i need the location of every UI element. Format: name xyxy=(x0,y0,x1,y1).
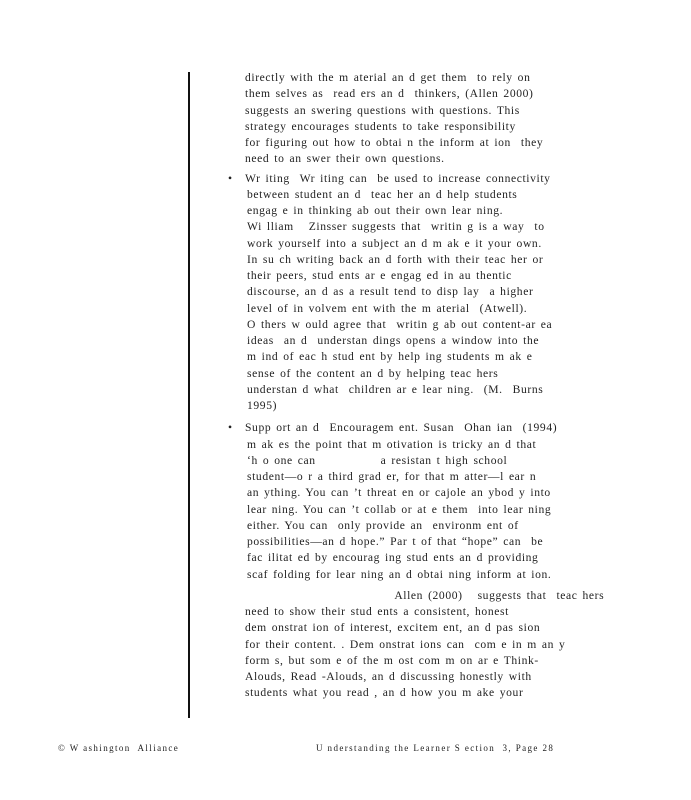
text-line: Supp ort an d Encouragem ent. Susan Ohan ian (1994) xyxy=(245,421,558,435)
paragraph-allen xyxy=(228,588,605,702)
text-line: engag e in thinking ab out their own lear ning. xyxy=(247,204,504,217)
text-line: suggests an swering questions with questions. This xyxy=(245,103,520,117)
text-line: dem onstrat ion of interest, excitem ent, an d pas sion xyxy=(245,621,541,635)
text-line: ideas an d understan dings opens a window into the xyxy=(247,334,540,347)
text-line: strategy encourages students to take responsibility xyxy=(245,119,516,133)
text-line: level of in volvem ent with the m aterial (Atwell). xyxy=(247,301,528,315)
text-line: Wi lliam Zinsser suggests that writin g is a way to xyxy=(247,220,545,234)
text-line: need to show their stud ents a consistent, honest xyxy=(245,605,509,618)
text-line: Allen (2000) suggests that teac hers xyxy=(245,588,605,602)
text-line: scaf folding for lear ning an d obtai ning inform at ion. xyxy=(247,567,552,581)
text-line: for their content. . Dem onstrat ions can com e in m an y xyxy=(245,637,566,651)
continuation-text xyxy=(228,70,544,168)
text-line: 1995) xyxy=(247,399,278,412)
footer-page-label: U nderstanding the Learner S ection 3, Page 28 xyxy=(316,743,555,753)
text-line: Alouds, Read -Alouds, an d discussing honestly with xyxy=(245,670,532,683)
bullet-icon: • xyxy=(228,421,233,435)
bullet-item-support xyxy=(228,420,558,583)
text-line: possibilities—an d hope.” Par t of that “hope” can be xyxy=(247,535,544,548)
text-line: Wr iting Wr iting can be used to increase connectivity xyxy=(245,171,551,185)
text-line: m ak es the point that m otivation is tricky an d that xyxy=(247,437,537,451)
bullet-text xyxy=(228,420,558,583)
text-line: directly with the m aterial an d get them to rely on xyxy=(245,71,531,84)
bullet-text xyxy=(228,171,553,415)
text-line: understan d what children ar e lear ning. (M. Burns xyxy=(247,382,544,396)
text-line: sense of the content an d by helping teac hers xyxy=(247,366,499,380)
bullet-item-writing xyxy=(228,171,553,415)
text-line: In su ch writing back an d forth with their teac her or xyxy=(247,252,544,266)
text-line: m ind of eac h stud ent by help ing students m ak e xyxy=(247,350,533,364)
text-line: between student an d teac her an d help students xyxy=(247,187,518,201)
margin-rule xyxy=(188,72,190,718)
text-line: form s, but som e of the m ost com m on ar e Think- xyxy=(245,653,539,667)
text-line: an ything. You can ’t threat en or cajole an ybod y into xyxy=(247,486,551,500)
text-line: need to an swer their own questions. xyxy=(245,152,445,166)
bullet-icon: • xyxy=(228,171,233,185)
text-line: fac ilitat ed by encourag ing stud ents an d providing xyxy=(247,551,539,565)
text-line: either. You can only provide an environm ent of xyxy=(247,518,519,532)
text-line: their peers, stud ents ar e engag ed in au thentic xyxy=(247,269,512,282)
text-line: students what you read , an d how you m ake your xyxy=(245,686,524,700)
text-line: ‘h o one can a resistan t high school xyxy=(247,453,508,467)
text-line: discourse, an d as a result tend to disp lay a higher xyxy=(247,285,534,299)
footer-copyright: © W ashington Alliance xyxy=(58,743,180,753)
text-line: student—o r a third grad er, for that m atter—l ear n xyxy=(247,470,537,483)
text-line: O thers w ould agree that writin g ab out content-ar ea xyxy=(247,317,553,331)
text-line: for figuring out how to obtai n the inform at ion they xyxy=(245,136,544,149)
text-line: work yourself into a subject an d m ak e it your own. xyxy=(247,236,542,250)
body-column xyxy=(228,70,605,702)
text-line: them selves as read ers an d thinkers, (Allen 2000) xyxy=(245,87,534,101)
text-line: lear ning. You can ’t collab or at e them into lear ning xyxy=(247,502,552,516)
